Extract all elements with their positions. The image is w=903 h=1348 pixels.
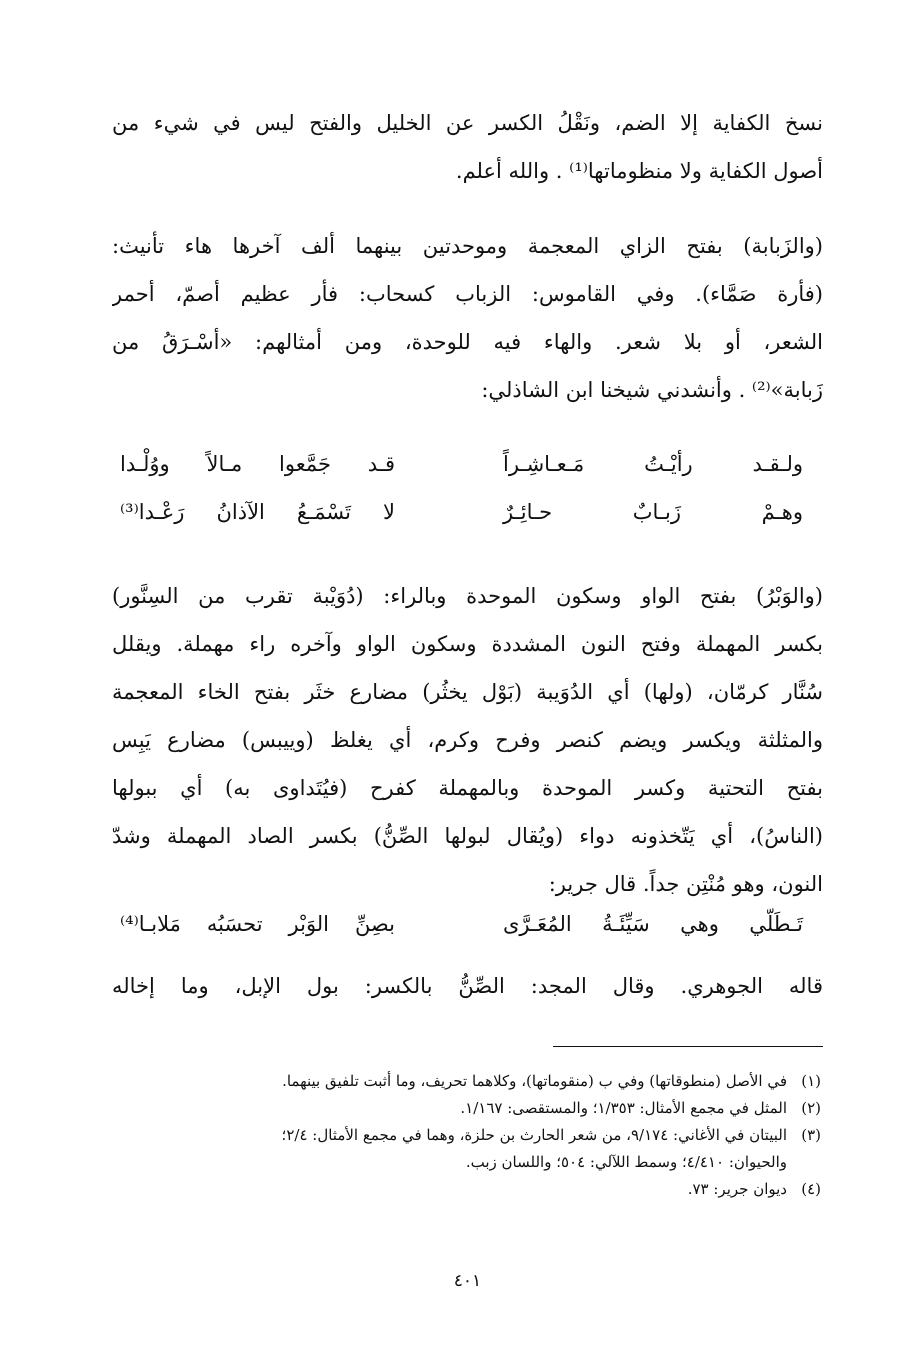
- text-line: بكسر المهملة وفتح النون المشددة وسكون الواو وآخره راء مهملة. ويقلل: [112, 632, 823, 656]
- verse-first-hemistich: تَـطَلّي وهي سَيِّئَـةُ المُعَـرَّى: [503, 912, 803, 936]
- text-line: (والوَبْرُ) بفتح الواو وسكون الموحدة وبالراء: (دُوَيْبة تقرب من السِنَّور): [112, 584, 823, 608]
- text-line: الشعر، أو بلا شعر. والهاء فيه للوحدة، ومن أمثالهم: «أسْـرَقُ من: [112, 330, 823, 354]
- footnote-number: (٤): [801, 1180, 821, 1198]
- document-page: [112, 0, 823, 1348]
- footnote-text: والحيوان: ٤/٤١٠؛ وسمط اللآلي: ٥٠٤؛ واللسان زبب.: [465, 1153, 787, 1171]
- text-line: قاله الجوهري. وقال المجد: الصِّنُّ بالكسر: بول الإبل، وما إخاله: [112, 974, 823, 998]
- text-line: (والزَبابة) بفتح الزاي المعجمة وموحدتين بينهما ألف آخرها هاء تأنيث:: [112, 234, 823, 258]
- footnote: [112, 1068, 823, 1095]
- footnotes: [112, 1068, 823, 1203]
- footnote-number: (٢): [801, 1099, 821, 1117]
- verse-line: [112, 440, 823, 488]
- paragraph-1: [112, 99, 823, 195]
- text-line: (فأرة صَمَّاء). وفي القاموس: الزباب كسحاب: فأر عظيم أصمّ، أحمر: [112, 282, 823, 306]
- footnote-text: البيتان في الأغاني: ٩/١٧٤، من شعر الحارث بن حلزة، وهما في مجمع الأمثال: ٢/٤؛: [281, 1126, 787, 1144]
- paragraph-4: [112, 962, 823, 1010]
- footnote: [112, 1122, 823, 1149]
- verse-block-1: [112, 440, 823, 536]
- footnote: [112, 1095, 823, 1122]
- verse-line: [112, 900, 823, 948]
- footnote-text: في الأصل (منطوقاتها) وفي ب (منقوماتها)، وكلاهما تحريف، وما أثبت تلفيق بينهما.: [282, 1072, 787, 1090]
- text-line: زَبابة»⁽²⁾ . وأنشدني شيخنا ابن الشاذلي:: [481, 378, 823, 402]
- verse-second-hemistich: بصِنِّ الوَبْر تحسَبُه مَلابـا⁽⁴⁾: [120, 912, 395, 936]
- verse-second-hemistich: لا تَسْمَـعُ الآذانُ رَعْـدا⁽³⁾: [120, 500, 395, 524]
- text-line: (الناسُ)، أي يَتّخذونه دواء (ويُقال لبولها الصِّنُّ) بكسر الصاد المهملة وشدّ: [112, 824, 823, 848]
- verse-second-hemistich: قـد جَمَّعوا مـالاً ووُلْـدا: [120, 452, 395, 476]
- verse-block-2: [112, 900, 823, 948]
- page-number: ٤٠١: [453, 1271, 482, 1291]
- verse-line: [112, 488, 823, 536]
- verse-first-hemistich: وهـمْ زَبـابٌ حـائِـرٌ: [503, 500, 803, 524]
- footnote-continuation: [112, 1149, 823, 1176]
- paragraph-3: [112, 572, 823, 908]
- footnote-separator: [553, 1046, 823, 1047]
- text-line: والمثلثة ويكسر ويضم كنصر وفرح وكرم، أي يغلظ (وييبس) مضارع يَبِس: [112, 728, 823, 752]
- text-line: النون، وهو مُنْتِن جداً. قال جرير:: [548, 872, 823, 896]
- footnote-number: (٣): [801, 1126, 821, 1144]
- footnote-text: المثل في مجمع الأمثال: ١/٣٥٣؛ والمستقصى: ١/١٦٧.: [460, 1099, 787, 1117]
- footnote: [112, 1176, 823, 1203]
- paragraph-2: [112, 222, 823, 414]
- verse-first-hemistich: ولـقـد رأيْـتُ مَـعـاشِـراً: [503, 452, 803, 476]
- text-line: أصول الكفاية ولا منظوماتها⁽¹⁾ . والله أعلم.: [455, 159, 823, 183]
- footnote-number: (١): [801, 1072, 821, 1090]
- footnote-text: ديوان جرير: ٧٣.: [687, 1180, 787, 1198]
- text-line: بفتح التحتية وكسر الموحدة وبالمهملة كفرح (فيُتَداوى به) أي ببولها: [112, 776, 823, 800]
- text-line: سُنَّار كرمّان، (ولها) أي الدُوَيبة (بَوْل يخثُر) مضارع خثَر بفتح الخاء المعجمة: [112, 680, 823, 704]
- text-line: نسخ الكفاية إلا الضم، ونَقْلُ الكسر عن الخليل والفتح ليس في شيء من: [112, 111, 823, 135]
